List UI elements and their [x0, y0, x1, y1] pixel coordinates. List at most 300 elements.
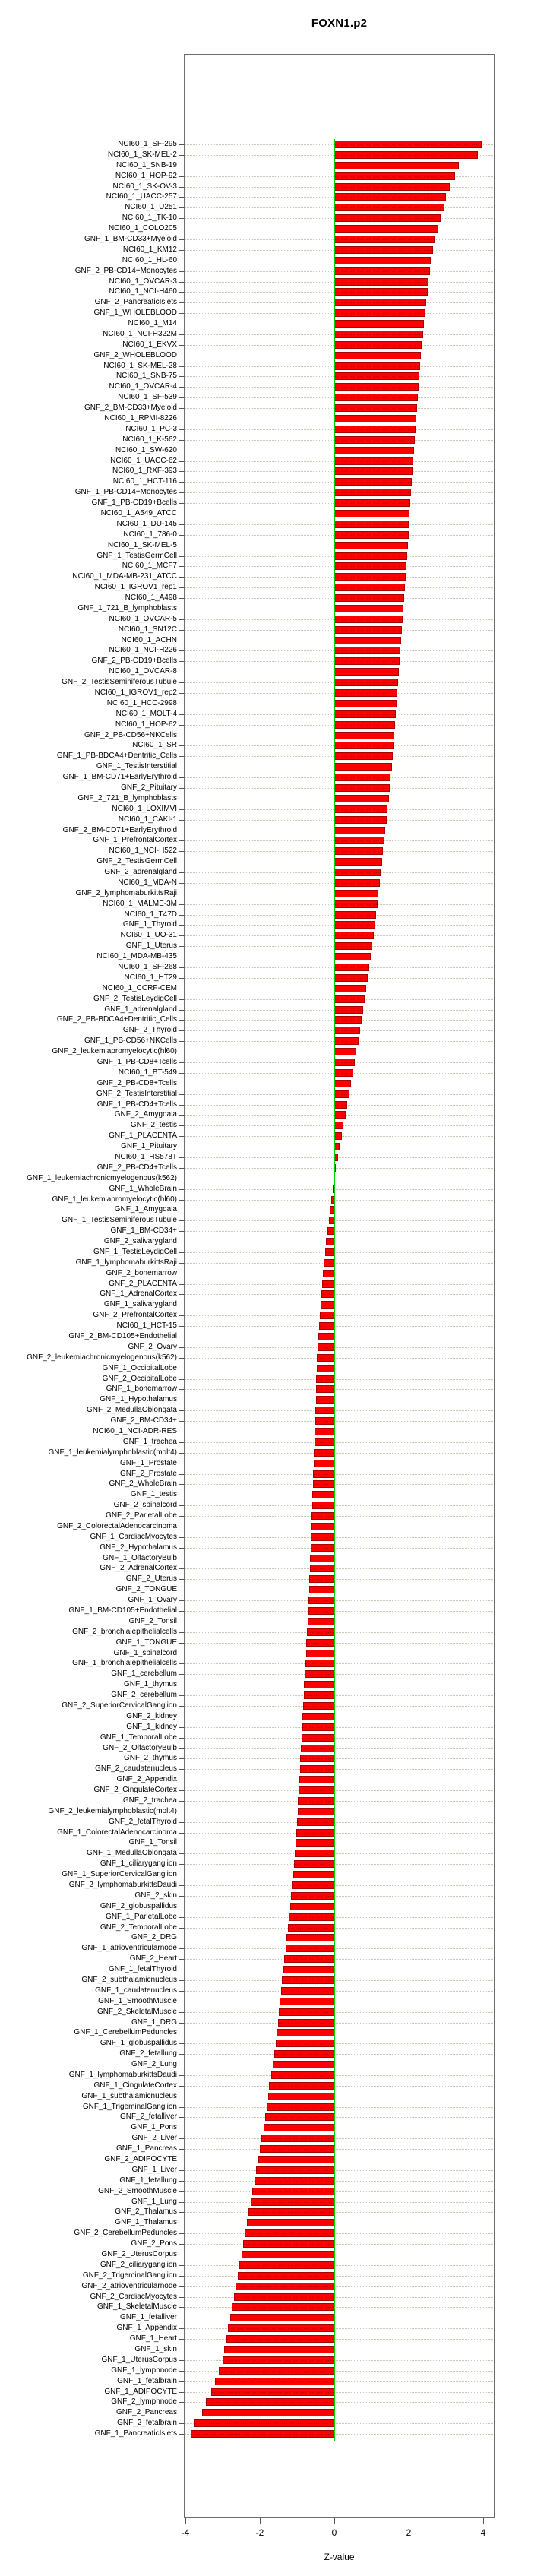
- row-label: GNF_1_fetalliver: [119, 2313, 177, 2322]
- bar-inner-dots: [301, 1769, 334, 1770]
- row-label: GNF_1_PB-CD4+Tcells: [96, 1100, 177, 1109]
- bar: [298, 1808, 334, 1815]
- bar: [334, 605, 403, 612]
- bar: [334, 710, 396, 718]
- row-axis-tick: [179, 492, 184, 493]
- bar-inner-dots: [335, 967, 368, 968]
- bar: [334, 415, 416, 422]
- row-label: GNF_2_caudatenucleus: [95, 1764, 177, 1774]
- bar-inner-dots: [335, 1125, 343, 1126]
- bar-inner-dots: [314, 1474, 334, 1475]
- bar-inner-dots: [297, 1833, 334, 1834]
- row-label: GNF_2_SmoothMuscle: [98, 2186, 177, 2195]
- bar-inner-dots: [335, 745, 393, 746]
- row-axis-tick: [179, 1094, 184, 1095]
- row-label: GNF_1_721_B_lymphoblasts: [77, 603, 177, 612]
- row-label: GNF_2_Amygdala: [114, 1110, 177, 1119]
- bar-inner-dots: [335, 535, 408, 536]
- row-label: NCI60_1_OVCAR-8: [109, 667, 177, 676]
- bar-inner-dots: [279, 2023, 334, 2024]
- row-axis-tick: [179, 1516, 184, 1517]
- bar: [334, 1132, 342, 1140]
- leader-line: [185, 1833, 493, 1834]
- bar-inner-dots: [335, 440, 414, 441]
- x-axis-tick-label: 0: [331, 2527, 337, 2538]
- row-axis-tick: [179, 2423, 184, 2424]
- row-label: GNF_2_PB-CD56+NKCells: [84, 730, 177, 739]
- bar: [334, 858, 382, 866]
- row-axis-tick: [179, 556, 184, 557]
- bar: [322, 1280, 334, 1288]
- row-axis-tick: [179, 1263, 184, 1264]
- bar-inner-dots: [301, 1758, 334, 1759]
- bar: [252, 2188, 334, 2195]
- row-axis-tick: [179, 1136, 184, 1137]
- leader-line: [185, 1896, 493, 1897]
- row-label: GNF_2_721_B_lymphoblasts: [77, 793, 177, 802]
- bar-inner-dots: [282, 1991, 334, 1992]
- row-label: GNF_1_TrigeminalGanglion: [82, 2102, 177, 2111]
- row-axis-tick: [179, 2265, 184, 2266]
- row-axis-tick: [179, 197, 184, 198]
- bar: [264, 2124, 334, 2131]
- row-label: GNF_2_globuspallidus: [100, 1901, 177, 1910]
- row-axis-tick: [179, 2212, 184, 2213]
- row-label: GNF_2_MedullaOblongata: [87, 1406, 177, 1415]
- row-label: GNF_1_adrenalgland: [104, 1005, 177, 1014]
- row-label: NCI60_1_SW-620: [115, 445, 177, 454]
- bar-inner-dots: [335, 1157, 337, 1158]
- bar-inner-dots: [245, 2233, 334, 2234]
- bar: [251, 2198, 334, 2206]
- row-axis-tick: [179, 1959, 184, 1960]
- leader-line: [185, 2212, 493, 2213]
- bar: [321, 1301, 334, 1309]
- bar-inner-dots: [335, 883, 379, 884]
- row-label: NCI60_1_HL-60: [122, 255, 177, 264]
- bar: [296, 1829, 334, 1837]
- bar-inner-dots: [195, 2423, 334, 2424]
- bar-inner-dots: [335, 650, 400, 651]
- row-label: NCI60_1_SN12C: [118, 625, 177, 634]
- bar: [334, 995, 365, 1003]
- leader-line: [185, 1917, 493, 1918]
- row-label: GNF_1_caudatenucleus: [95, 1986, 177, 1995]
- bar-inner-dots: [316, 1410, 334, 1411]
- bar: [334, 911, 376, 919]
- bar: [334, 162, 459, 169]
- bar-inner-dots: [324, 1263, 334, 1264]
- row-label: GNF_2_leukemiachronicmyelogenous(k562): [27, 1353, 177, 1362]
- row-label: GNF_2_atrioventricularnode: [81, 2281, 177, 2290]
- bar: [297, 1818, 334, 1826]
- bar-inner-dots: [335, 197, 445, 198]
- bar: [312, 1502, 334, 1509]
- bar: [310, 1565, 334, 1572]
- bar: [334, 320, 424, 328]
- row-label: GNF_1_PB-CD56+NKCells: [84, 1036, 177, 1046]
- leader-line: [185, 2107, 493, 2108]
- bar: [334, 183, 450, 191]
- bar: [320, 1312, 334, 1319]
- row-axis-tick: [179, 1579, 184, 1580]
- row-label: GNF_1_Lung: [131, 2197, 177, 2206]
- row-axis-tick: [179, 2307, 184, 2308]
- row-label: NCI60_1_M14: [128, 319, 177, 328]
- bar: [276, 2040, 334, 2047]
- row-label: NCI60_1_UACC-62: [110, 456, 177, 465]
- row-label: GNF_1_atrioventricularnode: [81, 1944, 177, 1953]
- row-axis-tick: [179, 1568, 184, 1569]
- row-axis-tick: [179, 619, 184, 620]
- bar: [313, 1470, 334, 1478]
- row-label: GNF_1_ciliaryganglion: [100, 1859, 177, 1869]
- bar-inner-dots: [335, 809, 387, 810]
- leader-line: [185, 1611, 493, 1612]
- leader-line: [185, 1389, 493, 1390]
- row-label: NCI60_1_SNB-75: [115, 372, 177, 381]
- bar: [291, 1892, 334, 1900]
- bar: [334, 204, 444, 211]
- bar-inner-dots: [299, 1790, 334, 1791]
- row-axis-tick: [179, 1706, 184, 1707]
- row-axis-tick: [179, 1695, 184, 1696]
- bar-inner-dots: [321, 1315, 334, 1316]
- bar: [334, 1048, 356, 1055]
- x-axis-tick-label: -2: [255, 2527, 264, 2538]
- bar-inner-dots: [335, 218, 440, 219]
- row-axis-tick: [179, 366, 184, 367]
- bar: [334, 584, 405, 591]
- bar: [242, 2251, 335, 2258]
- bar: [314, 1460, 334, 1467]
- row-label: GNF_2_leukemiapromyelocytic(hl60): [52, 1047, 177, 1056]
- leader-line: [185, 2265, 493, 2266]
- leader-line: [185, 1727, 493, 1728]
- row-axis-tick: [179, 1379, 184, 1380]
- leader-line: [185, 1695, 493, 1696]
- row-axis-tick: [179, 598, 184, 599]
- row-axis-tick: [179, 1453, 184, 1454]
- bar: [334, 141, 482, 148]
- row-axis-tick: [179, 440, 184, 441]
- bar: [307, 1628, 334, 1636]
- row-label: GNF_2_PLACENTA: [109, 1279, 177, 1288]
- row-label: GNF_1_testis: [130, 1490, 177, 1499]
- bar: [302, 1734, 334, 1742]
- bar: [334, 974, 368, 982]
- bar-inner-dots: [317, 1379, 334, 1380]
- bar-inner-dots: [335, 176, 454, 177]
- row-axis-tick: [179, 682, 184, 683]
- row-label: GNF_2_Tonsil: [128, 1616, 177, 1625]
- row-label: GNF_1_TestisSeminiferousTubule: [62, 1216, 177, 1225]
- bar-inner-dots: [335, 840, 384, 841]
- row-label: NCI60_1_KM12: [122, 245, 177, 254]
- row-label: GNF_2_PB-CD8+Tcells: [96, 1078, 177, 1087]
- row-label: GNF_1_BM-CD71+EarlyErythroid: [62, 773, 177, 782]
- row-label: GNF_1_TestisLeydigCell: [93, 1247, 177, 1256]
- row-axis-tick: [179, 1928, 184, 1929]
- row-label: NCI60_1_LOXIMVI: [112, 804, 177, 813]
- bar: [334, 267, 430, 275]
- row-axis-tick: [179, 725, 184, 726]
- leader-line: [185, 1790, 493, 1791]
- bar: [334, 647, 400, 654]
- row-label: GNF_2_PB-CD4+Tcells: [96, 1163, 177, 1172]
- bar: [230, 2314, 334, 2321]
- bar: [334, 489, 411, 496]
- row-label: GNF_1_CerebellumPeduncles: [74, 2028, 177, 2037]
- bar-inner-dots: [313, 1505, 334, 1506]
- row-label: GNF_2_leukemialymphoblastic(molt4): [48, 1806, 177, 1815]
- row-axis-tick: [179, 471, 184, 472]
- bar-inner-dots: [283, 1980, 334, 1981]
- row-axis-tick: [179, 1758, 184, 1759]
- row-label: GNF_2_Uterus: [125, 1574, 177, 1584]
- bar: [282, 1976, 334, 1984]
- row-label: GNF_2_Thalamus: [115, 2207, 177, 2217]
- leader-line: [185, 1600, 493, 1601]
- bar-inner-dots: [335, 187, 449, 188]
- bar: [334, 1059, 355, 1066]
- row-label: GNF_1_leukemiapromyelocytic(hl60): [52, 1195, 177, 1204]
- bar: [294, 1860, 334, 1868]
- row-label: GNF_2_cerebellum: [111, 1691, 177, 1700]
- row-label: GNF_2_TestisLeydigCell: [93, 994, 177, 1003]
- bar: [334, 890, 378, 897]
- row-axis-tick: [179, 2202, 184, 2203]
- row-axis-tick: [179, 577, 184, 578]
- bar-inner-dots: [335, 271, 429, 272]
- bar-inner-dots: [272, 2075, 334, 2076]
- row-axis-tick: [179, 144, 184, 145]
- bar: [238, 2272, 334, 2280]
- bar: [334, 805, 387, 813]
- bar: [334, 426, 416, 433]
- row-label: NCI60_1_U251: [125, 203, 177, 212]
- row-label: GNF_1_PB-CD19+Bcells: [91, 498, 177, 508]
- bar-inner-dots: [191, 2434, 334, 2435]
- row-label: NCI60_1_SK-MEL-5: [107, 540, 177, 549]
- row-axis-tick: [179, 2149, 184, 2150]
- row-label: NCI60_1_SF-268: [118, 963, 177, 972]
- bar-inner-dots: [286, 1948, 334, 1949]
- row-label: GNF_2_Lung: [131, 2060, 177, 2069]
- row-axis-tick: [179, 334, 184, 335]
- bar-inner-dots: [307, 1643, 334, 1644]
- row-label: NCI60_1_HCC-2998: [106, 698, 177, 707]
- row-axis-tick: [179, 566, 184, 567]
- row-axis-tick: [179, 1801, 184, 1802]
- row-label: GNF_1_lymphomaburkittsDaudi: [68, 2070, 177, 2079]
- bar-inner-dots: [335, 1062, 354, 1063]
- bar-inner-dots: [335, 1041, 358, 1042]
- row-label: GNF_2_Heart: [129, 1954, 177, 1964]
- bar: [315, 1438, 334, 1446]
- bar: [334, 847, 383, 855]
- row-label: GNF_2_lymphnode: [111, 2397, 177, 2407]
- row-axis-tick: [179, 1632, 184, 1633]
- row-axis-tick: [179, 2107, 184, 2108]
- bar: [281, 1987, 334, 1995]
- row-axis-tick: [179, 2402, 184, 2403]
- row-label: GNF_2_BM-CD71+EarlyErythroid: [62, 825, 177, 834]
- leader-line: [185, 2075, 493, 2076]
- row-axis-tick: [179, 250, 184, 251]
- row-label: GNF_2_CerebellumPeduncles: [74, 2229, 177, 2238]
- row-label: GNF_2_ciliaryganglion: [100, 2260, 177, 2269]
- row-axis-tick: [179, 1611, 184, 1612]
- bar-inner-dots: [257, 2170, 334, 2171]
- row-label: GNF_1_TestisInterstitial: [96, 762, 177, 771]
- bar-inner-dots: [335, 376, 419, 377]
- bar: [334, 594, 404, 602]
- row-label: NCI60_1_BT-549: [118, 1068, 177, 1077]
- bar: [334, 1122, 343, 1129]
- bar-inner-dots: [289, 1928, 334, 1929]
- row-axis-tick: [179, 1284, 184, 1285]
- bar: [334, 985, 366, 992]
- bar: [334, 225, 438, 233]
- bar-inner-dots: [335, 282, 428, 283]
- bar: [317, 1354, 334, 1362]
- bar: [334, 499, 410, 507]
- row-label: NCI60_1_SF-295: [118, 140, 177, 148]
- row-label: GNF_2_BM-CD33+Myeloid: [84, 403, 177, 413]
- row-label: NCI60_1_RPMI-8226: [104, 414, 177, 422]
- row-label: GNF_2_Pons: [131, 2239, 177, 2248]
- row-label: GNF_2_salivarygland: [103, 1237, 177, 1246]
- bar-inner-dots: [335, 693, 397, 694]
- bar: [303, 1702, 334, 1710]
- row-axis-tick: [179, 1864, 184, 1865]
- row-label: GNF_1_Prostate: [119, 1458, 177, 1467]
- row-axis-tick: [179, 2012, 184, 2013]
- row-label: GNF_2_testis: [130, 1121, 177, 1130]
- bar-inner-dots: [335, 619, 402, 620]
- row-label: GNF_2_BM-CD34+: [110, 1416, 177, 1426]
- bar: [334, 288, 428, 296]
- leader-line: [185, 1991, 493, 1992]
- row-label: GNF_1_ADIPOCYTE: [104, 2387, 177, 2396]
- bar: [274, 2050, 334, 2058]
- row-label: GNF_2_CingulateCortex: [93, 1786, 177, 1795]
- row-label: NCI60_1_CAKI-1: [118, 815, 177, 824]
- bar: [311, 1512, 334, 1520]
- row-axis-tick: [179, 1326, 184, 1327]
- bar: [279, 2008, 335, 2016]
- bar-inner-dots: [335, 471, 412, 472]
- row-label: GNF_2_TestisGermCell: [96, 857, 177, 866]
- row-label: GNF_1_MedullaOblongata: [87, 1849, 177, 1858]
- bar-inner-dots: [335, 155, 477, 156]
- row-axis-tick: [179, 1020, 184, 1021]
- row-label: NCI60_1_MDA-N: [118, 878, 177, 887]
- bar: [265, 2113, 334, 2121]
- bar-inner-dots: [303, 1727, 334, 1728]
- bar: [334, 542, 408, 549]
- bar-inner-dots: [335, 587, 404, 588]
- bar-inner-dots: [335, 630, 401, 631]
- bar: [334, 151, 478, 159]
- bar: [315, 1428, 334, 1435]
- bar: [316, 1375, 334, 1383]
- row-axis-tick: [179, 872, 184, 873]
- bar: [334, 1080, 351, 1087]
- row-axis-tick: [179, 1769, 184, 1770]
- bar-inner-dots: [335, 429, 415, 430]
- bar: [300, 1755, 334, 1762]
- row-axis-tick: [179, 1548, 184, 1549]
- bar: [273, 2061, 334, 2068]
- bar: [334, 964, 369, 971]
- bar: [334, 763, 392, 771]
- bar: [280, 1998, 334, 2005]
- row-axis-tick: [179, 1505, 184, 1506]
- row-label: GNF_1_Tonsil: [128, 1838, 177, 1847]
- bar-inner-dots: [335, 1115, 345, 1116]
- row-label: GNF_2_fetalbrain: [117, 2419, 177, 2428]
- row-label: NCI60_1_HCT-15: [116, 1321, 177, 1331]
- bar: [223, 2356, 334, 2364]
- bar: [334, 447, 414, 454]
- bar: [334, 774, 390, 781]
- bar: [202, 2409, 334, 2416]
- row-label: NCI60_1_MDA-MB-231_ATCC: [72, 572, 177, 581]
- row-label: GNF_1_BM-CD105+Endothelial: [68, 1606, 177, 1615]
- row-axis-tick: [179, 1663, 184, 1664]
- row-axis-tick: [179, 1727, 184, 1728]
- row-axis-tick: [179, 313, 184, 314]
- row-label: GNF_2_lymphomaburkittsDaudi: [68, 1881, 177, 1890]
- row-label: GNF_1_UterusCorpus: [101, 2355, 177, 2364]
- leader-line: [185, 2117, 493, 2118]
- row-label: NCI60_1_HOP-92: [115, 171, 177, 180]
- row-axis-tick: [179, 1643, 184, 1644]
- leader-line: [185, 1548, 493, 1549]
- row-label: GNF_2_DRG: [131, 1933, 177, 1942]
- bar-inner-dots: [304, 1706, 334, 1707]
- row-axis-tick: [179, 2381, 184, 2382]
- bar: [334, 700, 397, 707]
- row-axis-tick: [179, 1231, 184, 1232]
- row-axis-tick: [179, 2075, 184, 2076]
- row-label: GNF_1_BM-CD34+: [110, 1226, 177, 1236]
- row-label: GNF_1_Thyroid: [122, 920, 177, 929]
- bar-inner-dots: [235, 2297, 334, 2298]
- row-label: NCI60_1_COLO205: [108, 224, 177, 233]
- row-axis-tick: [179, 1410, 184, 1411]
- bar-inner-dots: [335, 566, 406, 567]
- row-label: GNF_2_thymus: [123, 1754, 177, 1763]
- bar: [248, 2208, 334, 2216]
- bar: [211, 2388, 334, 2396]
- bar-inner-dots: [311, 1568, 334, 1569]
- bar: [308, 1607, 334, 1615]
- row-axis-tick: [179, 176, 184, 177]
- row-label: GNF_1_lymphnode: [111, 2366, 177, 2375]
- row-axis-tick: [179, 2286, 184, 2287]
- bar: [226, 2335, 334, 2343]
- row-axis-tick: [179, 2371, 184, 2372]
- leader-line: [185, 1358, 493, 1359]
- row-label: GNF_1_BM-CD33+Myeloid: [84, 234, 177, 243]
- leader-line: [185, 1231, 493, 1232]
- bar-inner-dots: [335, 366, 419, 367]
- row-axis-tick: [179, 1537, 184, 1538]
- bar: [194, 2419, 334, 2427]
